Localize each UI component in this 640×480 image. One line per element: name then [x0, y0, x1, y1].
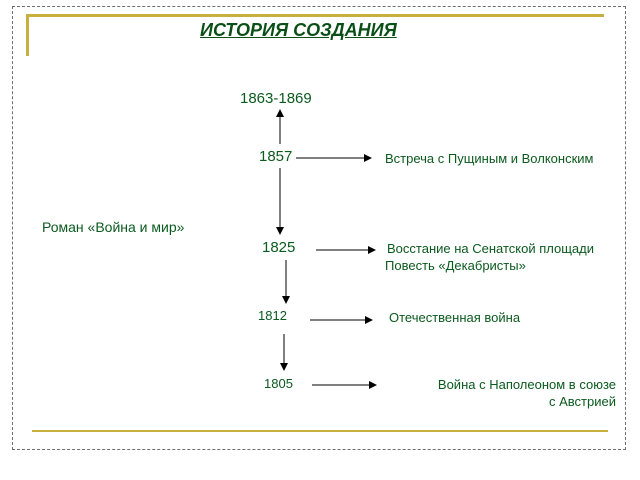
event-1857: Встреча с Пущиным и Волконским: [385, 151, 594, 166]
year-1825: 1825: [262, 239, 296, 256]
event-1812: Отечественная война: [389, 310, 521, 325]
year-1863-1869: 1863-1869: [240, 90, 312, 107]
event-1825-line1: Восстание на Сенатской площади: [387, 241, 595, 256]
novel-label: Роман «Война и мир»: [42, 219, 185, 235]
year-1812: 1812: [258, 308, 287, 323]
year-1857: 1857: [259, 148, 293, 165]
year-1805: 1805: [264, 376, 293, 391]
slide-title: ИСТОРИЯ СОЗДАНИЯ: [200, 20, 397, 40]
event-1805-line1: Война с Наполеоном в союзе: [437, 377, 616, 392]
event-1825-line2: Повесть «Декабристы»: [385, 258, 526, 273]
event-1805-line2: с Австрией: [549, 394, 616, 409]
